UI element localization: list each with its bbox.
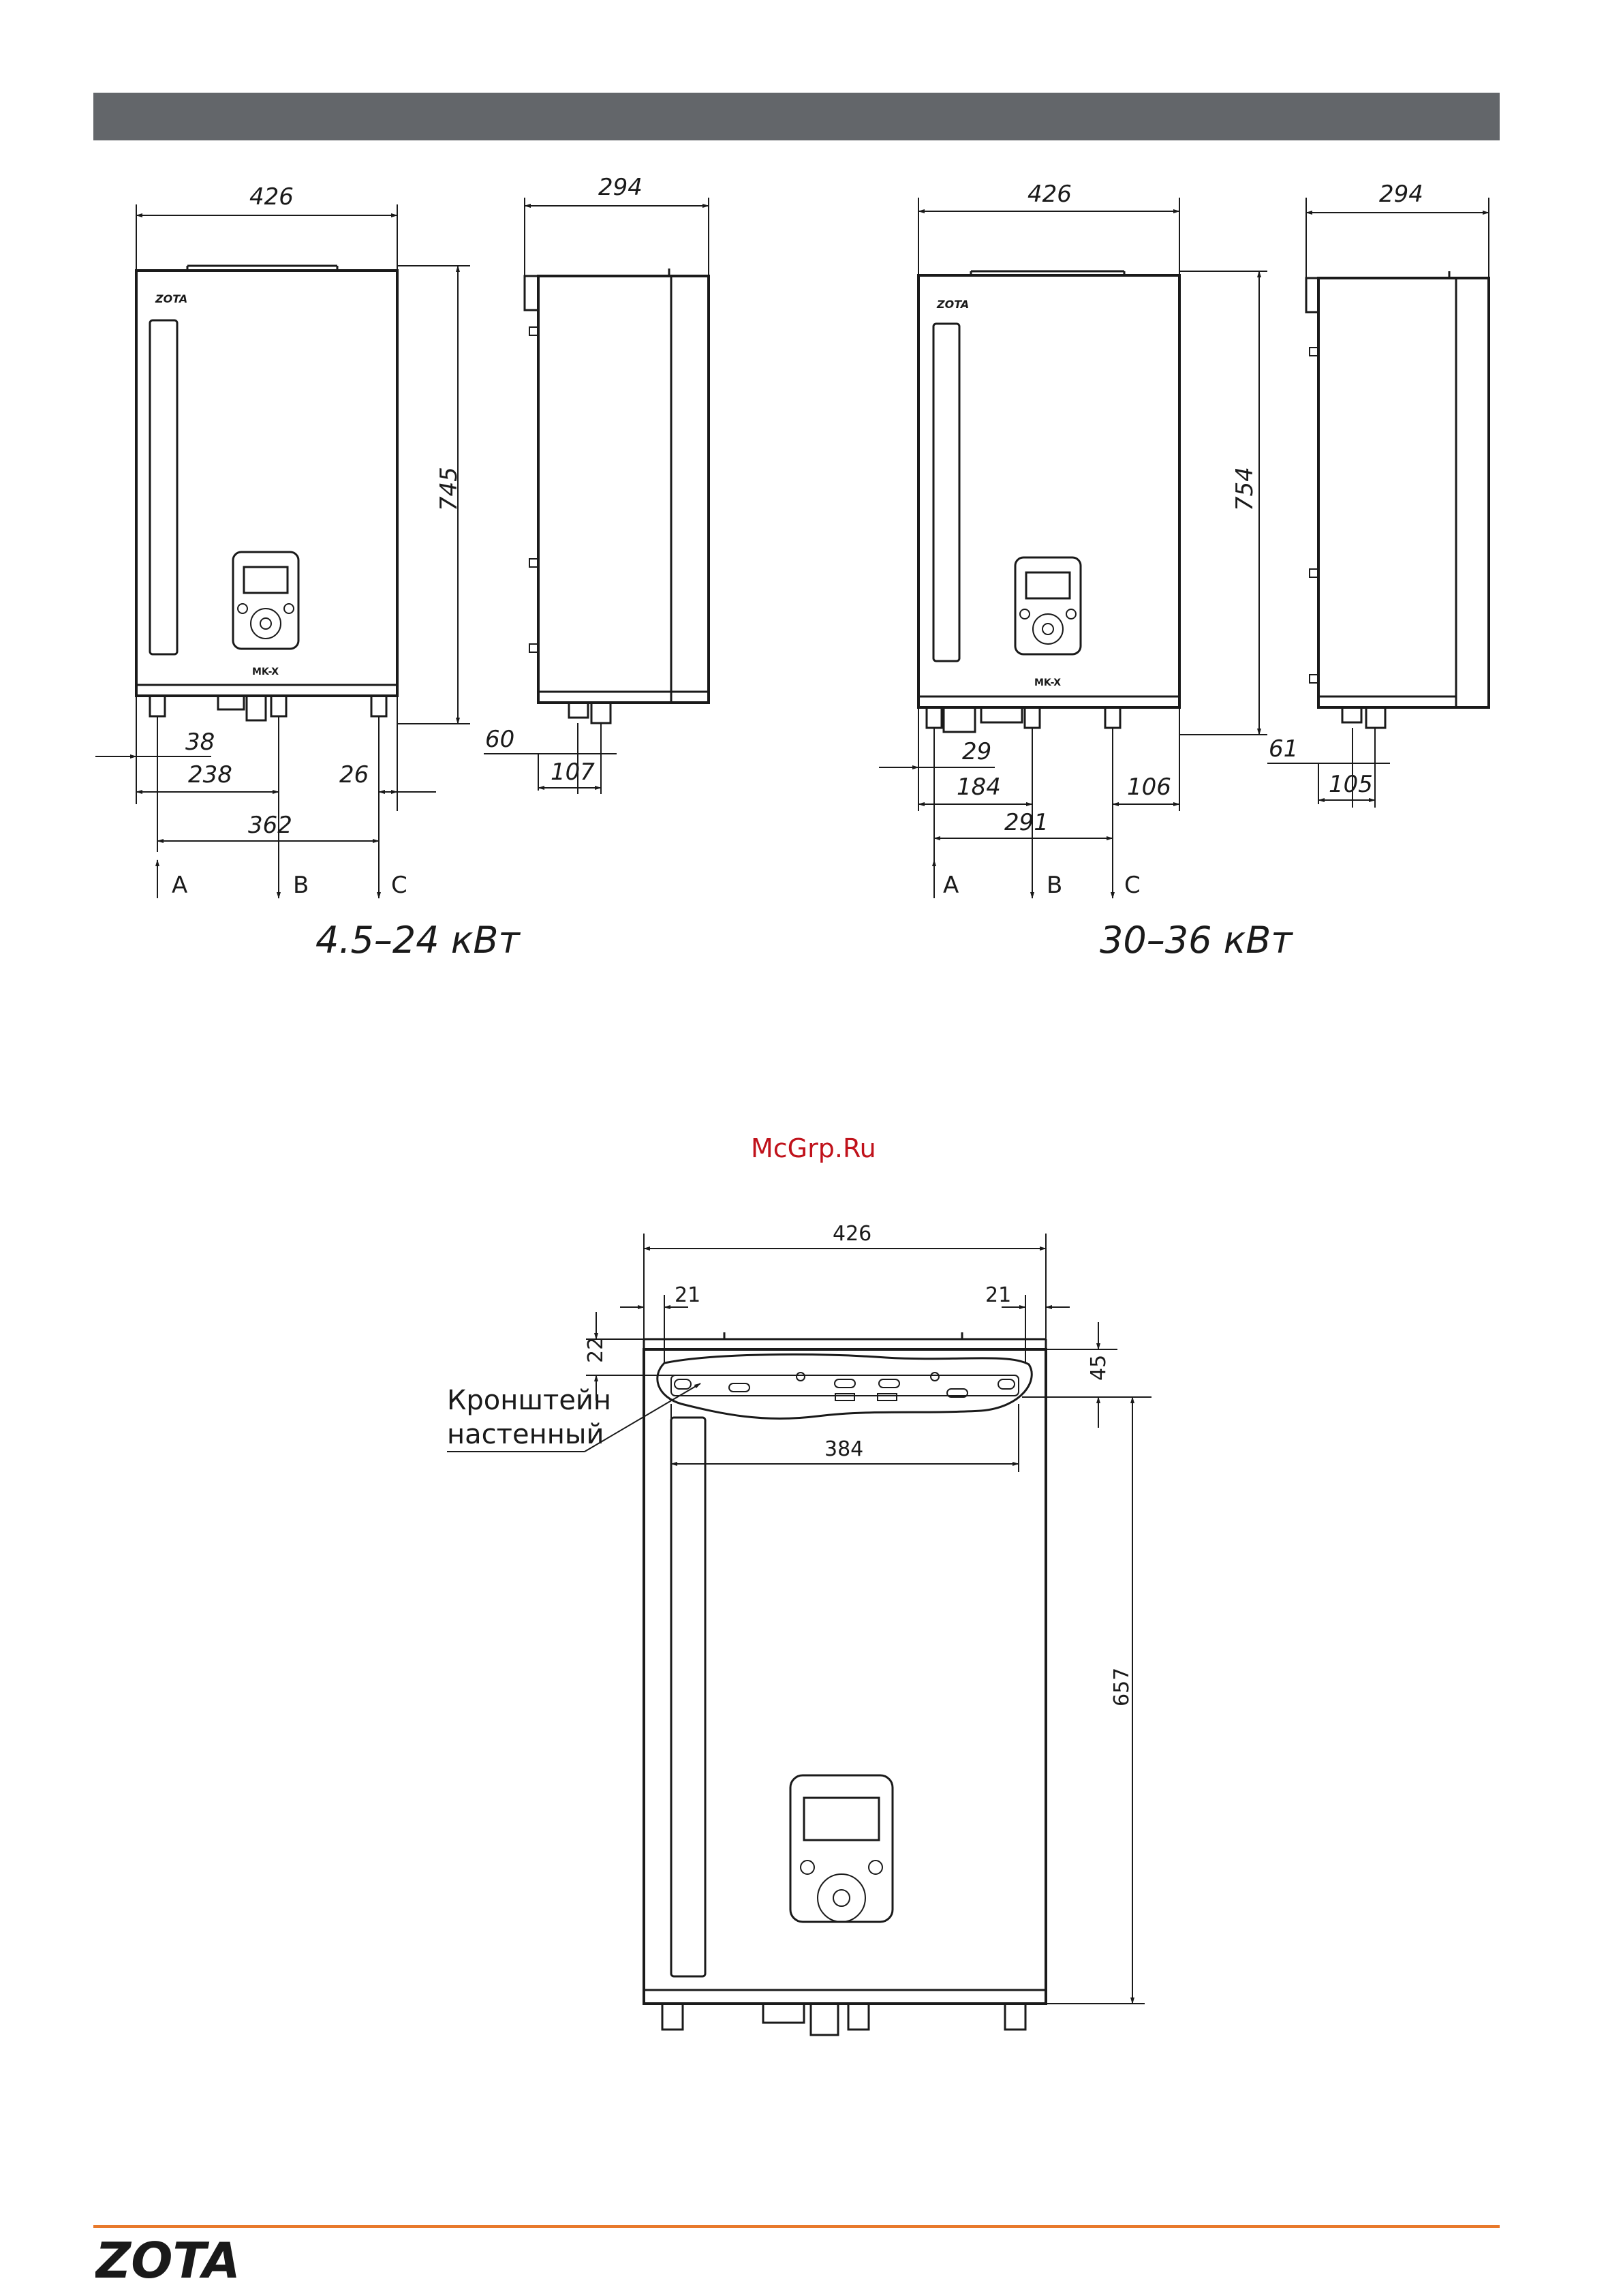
small-side-bottom: 60 xyxy=(485,726,515,753)
mount-bracket-span: 384 xyxy=(824,1437,864,1461)
footer-divider xyxy=(93,2225,1500,2228)
mount-bracket-height: 45 xyxy=(1087,1354,1111,1381)
small-dim-ac: 362 xyxy=(248,812,292,839)
large-dim-ab: 291 xyxy=(1004,809,1049,836)
small-front-panel-label: MK-X xyxy=(252,667,279,677)
zota-logo xyxy=(95,2235,273,2290)
large-depth-label: 294 xyxy=(1379,181,1423,208)
small-side-dimensions xyxy=(484,174,709,794)
small-dim-b: 238 xyxy=(188,761,232,789)
large-width-label: 426 xyxy=(1027,181,1072,208)
large-dim-a: 29 xyxy=(962,738,992,765)
bracket-label-line1: Кронштейн xyxy=(447,1385,612,1416)
bracket-label-line2: настенный xyxy=(447,1419,604,1450)
large-height-label: 754 xyxy=(1231,467,1258,511)
small-height-label: 745 xyxy=(435,467,463,511)
mount-bracket-top: 22 xyxy=(584,1336,608,1363)
small-front-logo: ZOTA xyxy=(155,292,188,305)
mount-height-label: 657 xyxy=(1110,1667,1134,1706)
small-front-view xyxy=(136,266,397,720)
small-depth-label: 294 xyxy=(598,174,643,201)
small-side-view xyxy=(525,269,709,723)
large-front-view xyxy=(918,271,1179,732)
small-power-caption: 4.5–24 кВт xyxy=(315,919,520,962)
small-dim-a: 38 xyxy=(185,729,215,756)
large-side-view xyxy=(1306,271,1489,728)
small-front-dimensions xyxy=(95,183,470,899)
large-front-panel-label: MK-X xyxy=(1034,677,1062,688)
large-pipe-b: B xyxy=(1047,872,1063,899)
small-pipe-c: C xyxy=(391,872,407,899)
mount-offset-right: 21 xyxy=(985,1283,1012,1307)
large-power-caption: 30–36 кВт xyxy=(1100,919,1293,962)
large-side-bottom: 61 xyxy=(1269,735,1299,763)
large-side-pipe: 105 xyxy=(1329,771,1373,798)
large-front-logo: ZOTA xyxy=(937,298,970,311)
large-dim-c: 106 xyxy=(1127,774,1171,801)
large-dim-b: 184 xyxy=(957,774,1001,801)
watermark: McGrp.Ru xyxy=(751,1133,876,1163)
mount-offset-left: 21 xyxy=(675,1283,701,1307)
small-pipe-a: A xyxy=(172,872,188,899)
large-pipe-a: A xyxy=(943,872,959,899)
small-dim-c: 26 xyxy=(339,761,369,789)
large-pipe-c: C xyxy=(1124,872,1141,899)
small-pipe-b: B xyxy=(293,872,309,899)
small-side-pipe: 107 xyxy=(551,759,595,786)
zota-logo-text: ZOTA xyxy=(95,2235,241,2289)
large-front-dimensions xyxy=(879,181,1267,899)
small-width-label: 426 xyxy=(249,183,294,211)
mount-width-label: 426 xyxy=(833,1222,872,1246)
